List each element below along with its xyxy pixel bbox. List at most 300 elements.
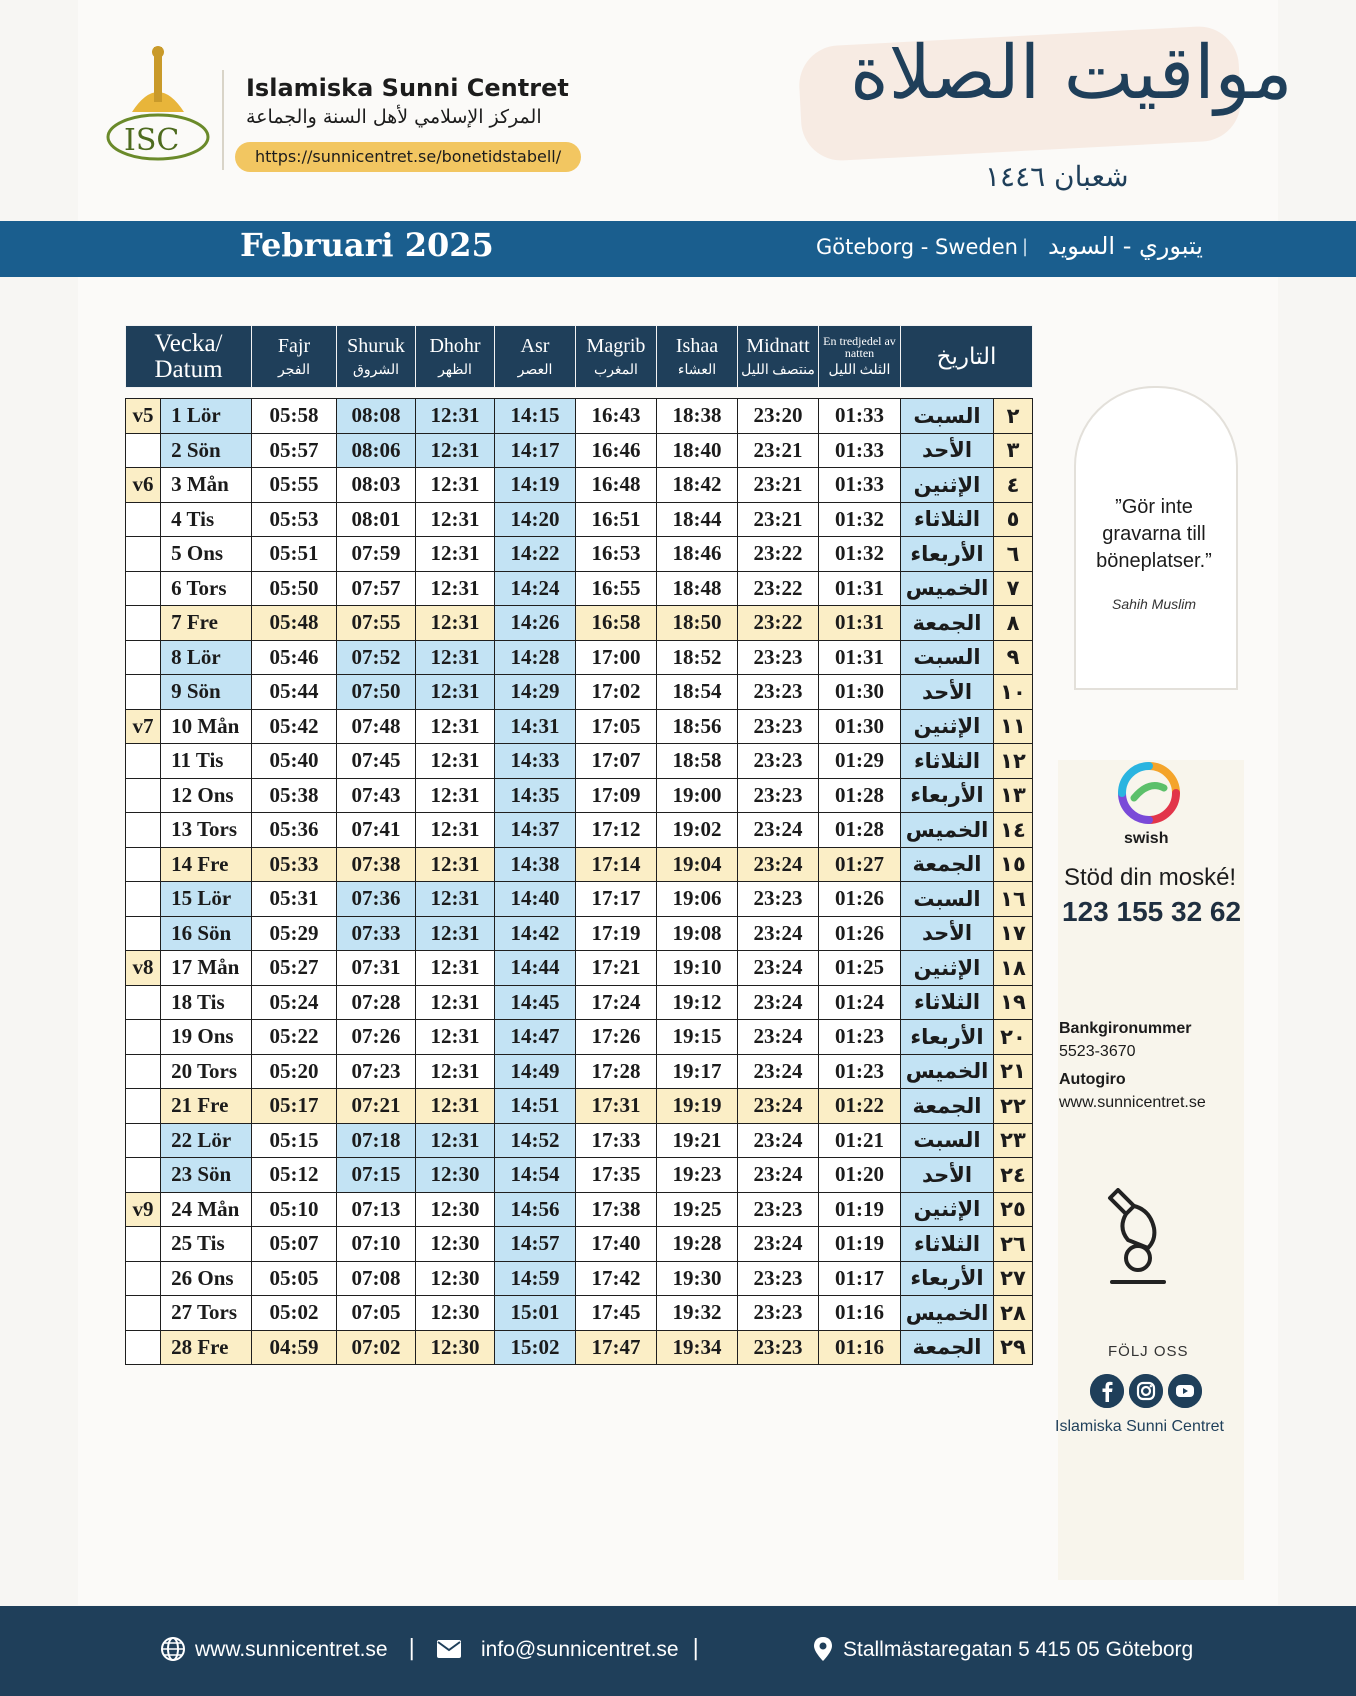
cell-day-ar: الجمعة — [901, 847, 994, 882]
cell-hijri: ٢١ — [994, 1054, 1033, 1089]
cell-asr: 15:01 — [495, 1296, 576, 1331]
cell-magrib: 16:58 — [576, 606, 657, 641]
cell-day-ar: الخميس — [901, 1054, 994, 1089]
table-row — [126, 1192, 1033, 1227]
cell-magrib: 17:09 — [576, 778, 657, 813]
cell-fajr: 05:07 — [252, 1227, 337, 1262]
location-separator: | — [1022, 236, 1029, 257]
cell-fajr: 05:36 — [252, 813, 337, 848]
cell-asr: 14:52 — [495, 1123, 576, 1158]
cell-hijri: ٢٢ — [994, 1089, 1033, 1124]
cell-shuruk: 08:08 — [337, 399, 416, 434]
cell-shuruk: 07:02 — [337, 1330, 416, 1365]
header-tarikh: التاريخ — [901, 326, 1033, 388]
cell-fajr: 05:51 — [252, 537, 337, 572]
cell-shuruk: 07:23 — [337, 1054, 416, 1089]
cell-day-ar: السبت — [901, 882, 994, 917]
cell-ishaa: 18:42 — [657, 468, 738, 503]
cell-asr: 14:56 — [495, 1192, 576, 1227]
cell-midnatt: 23:24 — [738, 813, 819, 848]
cell-fajr: 05:20 — [252, 1054, 337, 1089]
cell-tredjedel: 01:33 — [819, 399, 901, 434]
cell-fajr: 05:17 — [252, 1089, 337, 1124]
cell-day-ar: الثلاثاء — [901, 1227, 994, 1262]
cell-tredjedel: 01:26 — [819, 882, 901, 917]
cell-shuruk: 07:15 — [337, 1158, 416, 1193]
cell-shuruk: 07:45 — [337, 744, 416, 779]
cell-week: v9 — [126, 1192, 161, 1227]
table-row — [126, 537, 1033, 572]
cell-asr: 14:15 — [495, 399, 576, 434]
cell-fajr: 05:05 — [252, 1261, 337, 1296]
cell-ishaa: 18:46 — [657, 537, 738, 572]
cell-midnatt: 23:23 — [738, 744, 819, 779]
cell-hijri: ٢٣ — [994, 1123, 1033, 1158]
cell-date: 10 Mån — [161, 709, 252, 744]
cell-midnatt: 23:24 — [738, 1158, 819, 1193]
cell-date: 24 Mån — [161, 1192, 252, 1227]
cell-ishaa: 19:06 — [657, 882, 738, 917]
cell-dhohr: 12:31 — [416, 675, 495, 710]
cell-day-ar: الإثنين — [901, 468, 994, 503]
facebook-icon[interactable] — [1090, 1374, 1124, 1408]
cell-midnatt: 23:24 — [738, 1020, 819, 1055]
cell-week — [126, 1227, 161, 1262]
swish-icon — [1116, 760, 1182, 826]
cell-ishaa: 18:44 — [657, 502, 738, 537]
cell-magrib: 17:07 — [576, 744, 657, 779]
cell-shuruk: 07:05 — [337, 1296, 416, 1331]
cell-tredjedel: 01:32 — [819, 502, 901, 537]
cell-shuruk: 07:28 — [337, 985, 416, 1020]
cell-tredjedel: 01:23 — [819, 1020, 901, 1055]
cell-tredjedel: 01:21 — [819, 1123, 901, 1158]
cell-dhohr: 12:31 — [416, 502, 495, 537]
cell-midnatt: 23:22 — [738, 606, 819, 641]
cell-week — [126, 1089, 161, 1124]
cell-fajr: 05:12 — [252, 1158, 337, 1193]
cell-asr: 14:29 — [495, 675, 576, 710]
cell-midnatt: 23:24 — [738, 847, 819, 882]
cell-tredjedel: 01:20 — [819, 1158, 901, 1193]
cell-midnatt: 23:23 — [738, 882, 819, 917]
cell-day-ar: السبت — [901, 640, 994, 675]
cell-date: 20 Tors — [161, 1054, 252, 1089]
cell-hijri: ٥ — [994, 502, 1033, 537]
cell-shuruk: 07:57 — [337, 571, 416, 606]
table-row — [126, 709, 1033, 744]
hijri-month: شعبان ١٤٤٦ — [985, 160, 1129, 193]
cell-tredjedel: 01:24 — [819, 985, 901, 1020]
cell-hijri: ١٧ — [994, 916, 1033, 951]
footer-separator: | — [692, 1636, 700, 1661]
cell-midnatt: 23:24 — [738, 1054, 819, 1089]
cell-asr: 14:26 — [495, 606, 576, 641]
cell-shuruk: 07:41 — [337, 813, 416, 848]
cell-asr: 14:47 — [495, 1020, 576, 1055]
cell-tredjedel: 01:19 — [819, 1227, 901, 1262]
cell-dhohr: 12:31 — [416, 1089, 495, 1124]
cell-date: 5 Ons — [161, 537, 252, 572]
cell-ishaa: 19:28 — [657, 1227, 738, 1262]
cell-tredjedel: 01:26 — [819, 916, 901, 951]
cell-dhohr: 12:30 — [416, 1158, 495, 1193]
cell-dhohr: 12:30 — [416, 1227, 495, 1262]
cell-midnatt: 23:23 — [738, 1192, 819, 1227]
cell-ishaa: 19:25 — [657, 1192, 738, 1227]
cell-hijri: ٢٨ — [994, 1296, 1033, 1331]
cell-asr: 14:40 — [495, 882, 576, 917]
cell-hijri: ١٤ — [994, 813, 1033, 848]
cell-ishaa: 19:10 — [657, 951, 738, 986]
cell-week — [126, 1158, 161, 1193]
cell-day-ar: الخميس — [901, 813, 994, 848]
swish-label: swish — [1124, 830, 1169, 847]
cell-hijri: ٢٧ — [994, 1261, 1033, 1296]
cell-asr: 14:17 — [495, 433, 576, 468]
cell-midnatt: 23:23 — [738, 1296, 819, 1331]
location: Göteborg - Sweden — [816, 235, 1018, 259]
cell-date: 17 Mån — [161, 951, 252, 986]
table-row — [126, 813, 1033, 848]
footer-email-link[interactable]: info@sunnicentret.se — [481, 1638, 679, 1661]
table-body — [126, 399, 1033, 1365]
cell-fajr: 05:53 — [252, 502, 337, 537]
cell-fajr: 05:42 — [252, 709, 337, 744]
cell-date: 3 Mån — [161, 468, 252, 503]
cell-dhohr: 12:31 — [416, 916, 495, 951]
cell-tredjedel: 01:32 — [819, 537, 901, 572]
cell-asr: 14:49 — [495, 1054, 576, 1089]
cell-ishaa: 19:19 — [657, 1089, 738, 1124]
footer-address: Stallmästaregatan 5 415 05 Göteborg — [843, 1638, 1194, 1661]
cell-hijri: ١٩ — [994, 985, 1033, 1020]
month-title: Februari 2025 — [240, 226, 494, 264]
cell-asr: 14:35 — [495, 778, 576, 813]
cell-midnatt: 23:23 — [738, 675, 819, 710]
cell-hijri: ١٨ — [994, 951, 1033, 986]
header-tredjedel: En tredjedel av natten الثلث الليل — [819, 326, 901, 388]
quote-text: ”Gör inte gravarna till böneplatser.” — [1096, 496, 1212, 572]
cell-date: 26 Ons — [161, 1261, 252, 1296]
globe-icon — [160, 1636, 186, 1662]
cell-midnatt: 23:23 — [738, 640, 819, 675]
autogiro-link[interactable]: www.sunnicentret.se — [1059, 1094, 1206, 1111]
table-row — [126, 744, 1033, 779]
cell-fajr: 04:59 — [252, 1330, 337, 1365]
cell-hijri: ١١ — [994, 709, 1033, 744]
cell-fajr: 05:48 — [252, 606, 337, 641]
cell-tredjedel: 01:17 — [819, 1261, 901, 1296]
cell-magrib: 16:51 — [576, 502, 657, 537]
cell-fajr: 05:31 — [252, 882, 337, 917]
cell-day-ar: الأحد — [901, 675, 994, 710]
cell-tredjedel: 01:31 — [819, 640, 901, 675]
cell-tredjedel: 01:27 — [819, 847, 901, 882]
cell-midnatt: 23:23 — [738, 1330, 819, 1365]
cell-week — [126, 744, 161, 779]
cell-day-ar: الثلاثاء — [901, 985, 994, 1020]
cell-date: 25 Tis — [161, 1227, 252, 1262]
cell-hijri: ٣ — [994, 433, 1033, 468]
header-dhohr: Dhohr الظهر — [416, 326, 495, 388]
table-row — [126, 399, 1033, 434]
cell-magrib: 16:48 — [576, 468, 657, 503]
table-row — [126, 433, 1033, 468]
cell-magrib: 17:42 — [576, 1261, 657, 1296]
cell-hijri: ٢٩ — [994, 1330, 1033, 1365]
cell-week — [126, 537, 161, 572]
cell-ishaa: 19:34 — [657, 1330, 738, 1365]
cell-midnatt: 23:20 — [738, 399, 819, 434]
cell-day-ar: الأحد — [901, 433, 994, 468]
cell-week: v8 — [126, 951, 161, 986]
cell-shuruk: 07:43 — [337, 778, 416, 813]
cell-day-ar: الخميس — [901, 571, 994, 606]
cell-fajr: 05:10 — [252, 1192, 337, 1227]
cell-asr: 14:33 — [495, 744, 576, 779]
youtube-icon[interactable] — [1168, 1374, 1202, 1408]
cell-hijri: ٢ — [994, 399, 1033, 434]
cell-dhohr: 12:31 — [416, 1123, 495, 1158]
table-row — [126, 1020, 1033, 1055]
table-row — [126, 1158, 1033, 1193]
cell-midnatt: 23:21 — [738, 502, 819, 537]
cell-dhohr: 12:31 — [416, 744, 495, 779]
cell-tredjedel: 01:31 — [819, 606, 901, 641]
cell-fajr: 05:44 — [252, 675, 337, 710]
cell-date: 19 Ons — [161, 1020, 252, 1055]
cell-hijri: ٤ — [994, 468, 1033, 503]
header-vecka-datum: Vecka/ Datum — [126, 326, 252, 388]
header-midnatt: Midnatt منتصف الليل — [738, 326, 819, 388]
cell-week — [126, 778, 161, 813]
table-header-row — [126, 326, 1033, 388]
cell-magrib: 17:28 — [576, 1054, 657, 1089]
cell-week — [126, 985, 161, 1020]
cell-shuruk: 07:50 — [337, 675, 416, 710]
cell-shuruk: 07:36 — [337, 882, 416, 917]
org-name-arabic: المركز الإسلامي لأهل السنة والجماعة — [246, 106, 542, 128]
cell-asr: 14:38 — [495, 847, 576, 882]
cell-ishaa: 18:54 — [657, 675, 738, 710]
cell-day-ar: الخميس — [901, 1296, 994, 1331]
cell-dhohr: 12:30 — [416, 1296, 495, 1331]
cell-midnatt: 23:23 — [738, 778, 819, 813]
cell-date: 13 Tors — [161, 813, 252, 848]
cell-ishaa: 19:12 — [657, 985, 738, 1020]
table-row — [126, 916, 1033, 951]
cell-magrib: 17:19 — [576, 916, 657, 951]
cell-hijri: ٩ — [994, 640, 1033, 675]
cell-magrib: 16:46 — [576, 433, 657, 468]
cell-midnatt: 23:24 — [738, 985, 819, 1020]
cell-fajr: 05:46 — [252, 640, 337, 675]
cell-ishaa: 19:30 — [657, 1261, 738, 1296]
cell-magrib: 17:35 — [576, 1158, 657, 1193]
cell-asr: 14:54 — [495, 1158, 576, 1193]
cell-tredjedel: 01:28 — [819, 778, 901, 813]
cell-date: 27 Tors — [161, 1296, 252, 1331]
cell-ishaa: 18:58 — [657, 744, 738, 779]
cell-hijri: ١٢ — [994, 744, 1033, 779]
header-magrib: Magrib المغرب — [576, 326, 657, 388]
follow-us-label: FÖLJ OSS — [1108, 1343, 1189, 1360]
cell-ishaa: 18:40 — [657, 433, 738, 468]
cell-dhohr: 12:31 — [416, 985, 495, 1020]
cell-dhohr: 12:31 — [416, 571, 495, 606]
cell-magrib: 17:14 — [576, 847, 657, 882]
cell-fajr: 05:24 — [252, 985, 337, 1020]
cell-midnatt: 23:23 — [738, 1261, 819, 1296]
cell-tredjedel: 01:22 — [819, 1089, 901, 1124]
cell-hijri: ١٠ — [994, 675, 1033, 710]
cell-date: 22 Lör — [161, 1123, 252, 1158]
cell-ishaa: 19:02 — [657, 813, 738, 848]
cell-dhohr: 12:31 — [416, 399, 495, 434]
cell-dhohr: 12:31 — [416, 606, 495, 641]
cell-week — [126, 916, 161, 951]
cell-day-ar: الإثنين — [901, 1192, 994, 1227]
cell-tredjedel: 01:25 — [819, 951, 901, 986]
cell-asr: 14:57 — [495, 1227, 576, 1262]
cell-asr: 14:42 — [495, 916, 576, 951]
cell-asr: 15:02 — [495, 1330, 576, 1365]
table-row — [126, 468, 1033, 503]
cell-magrib: 17:00 — [576, 640, 657, 675]
cell-magrib: 17:17 — [576, 882, 657, 917]
cell-magrib: 17:47 — [576, 1330, 657, 1365]
cell-ishaa: 18:50 — [657, 606, 738, 641]
cell-shuruk: 07:33 — [337, 916, 416, 951]
cell-fajr: 05:33 — [252, 847, 337, 882]
cell-ishaa: 18:38 — [657, 399, 738, 434]
cell-midnatt: 23:24 — [738, 1089, 819, 1124]
table-row — [126, 1296, 1033, 1331]
instagram-icon[interactable] — [1129, 1374, 1163, 1408]
cell-shuruk: 07:59 — [337, 537, 416, 572]
cell-hijri: ٧ — [994, 571, 1033, 606]
cell-hijri: ٦ — [994, 537, 1033, 572]
logo-text: ISC — [124, 123, 180, 158]
quote-source: Sahih Muslim — [1111, 596, 1197, 612]
table-row — [126, 778, 1033, 813]
cell-date: 15 Lör — [161, 882, 252, 917]
cell-fajr: 05:27 — [252, 951, 337, 986]
cell-week — [126, 675, 161, 710]
cell-date: 1 Lör — [161, 399, 252, 434]
cell-midnatt: 23:22 — [738, 571, 819, 606]
cell-dhohr: 12:30 — [416, 1261, 495, 1296]
cell-day-ar: الجمعة — [901, 1089, 994, 1124]
header-divider — [222, 70, 224, 170]
cell-fajr: 05:40 — [252, 744, 337, 779]
cell-magrib: 17:21 — [576, 951, 657, 986]
cell-dhohr: 12:30 — [416, 1330, 495, 1365]
table-row — [126, 1330, 1033, 1365]
cell-date: 21 Fre — [161, 1089, 252, 1124]
cell-magrib: 17:31 — [576, 1089, 657, 1124]
cell-day-ar: الجمعة — [901, 606, 994, 641]
table-row — [126, 1089, 1033, 1124]
cell-tredjedel: 01:23 — [819, 1054, 901, 1089]
cell-date: 6 Tors — [161, 571, 252, 606]
cell-midnatt: 23:24 — [738, 1227, 819, 1262]
cell-magrib: 16:53 — [576, 537, 657, 572]
cell-week — [126, 606, 161, 641]
table-row — [126, 882, 1033, 917]
cell-fajr: 05:50 — [252, 571, 337, 606]
cell-asr: 14:22 — [495, 537, 576, 572]
footer-website-link[interactable]: www.sunnicentret.se — [195, 1638, 388, 1661]
cell-day-ar: الأربعاء — [901, 1020, 994, 1055]
cell-dhohr: 12:31 — [416, 709, 495, 744]
table-row — [126, 1227, 1033, 1262]
header-fajr: Fajr الفجر — [252, 326, 337, 388]
cell-tredjedel: 01:31 — [819, 571, 901, 606]
donation-hand-icon — [1098, 1188, 1170, 1284]
cell-shuruk: 08:01 — [337, 502, 416, 537]
cell-ishaa: 19:17 — [657, 1054, 738, 1089]
cell-date: 16 Sön — [161, 916, 252, 951]
cell-hijri: ٨ — [994, 606, 1033, 641]
cell-tredjedel: 01:19 — [819, 1192, 901, 1227]
table-row — [126, 502, 1033, 537]
cell-magrib: 17:38 — [576, 1192, 657, 1227]
table-row — [126, 951, 1033, 986]
cell-date: 18 Tis — [161, 985, 252, 1020]
cell-tredjedel: 01:33 — [819, 433, 901, 468]
table-row — [126, 1054, 1033, 1089]
cell-hijri: ١٦ — [994, 882, 1033, 917]
cell-midnatt: 23:24 — [738, 951, 819, 986]
location-arabic: يتبوري - السويد — [1048, 232, 1203, 260]
cell-dhohr: 12:31 — [416, 951, 495, 986]
cell-ishaa: 19:15 — [657, 1020, 738, 1055]
cell-fajr: 05:02 — [252, 1296, 337, 1331]
cell-asr: 14:44 — [495, 951, 576, 986]
timetable-url-link[interactable]: https://sunnicentret.se/bonetidstabell/ — [235, 142, 581, 172]
cell-shuruk: 07:18 — [337, 1123, 416, 1158]
cell-hijri: ١٣ — [994, 778, 1033, 813]
table-row — [126, 606, 1033, 641]
cell-hijri: ٢٤ — [994, 1158, 1033, 1193]
cell-week — [126, 433, 161, 468]
cell-date: 9 Sön — [161, 675, 252, 710]
table-row — [126, 847, 1033, 882]
cell-day-ar: الأربعاء — [901, 778, 994, 813]
cell-shuruk: 07:52 — [337, 640, 416, 675]
cell-day-ar: السبت — [901, 399, 994, 434]
cell-asr: 14:19 — [495, 468, 576, 503]
table-row — [126, 1123, 1033, 1158]
cell-tredjedel: 01:29 — [819, 744, 901, 779]
cell-ishaa: 19:04 — [657, 847, 738, 882]
cell-date: 23 Sön — [161, 1158, 252, 1193]
cell-magrib: 17:33 — [576, 1123, 657, 1158]
cell-week — [126, 1296, 161, 1331]
cell-magrib: 17:26 — [576, 1020, 657, 1055]
cell-hijri: ٢٦ — [994, 1227, 1033, 1262]
cell-week — [126, 1330, 161, 1365]
cell-dhohr: 12:31 — [416, 433, 495, 468]
cell-date: 8 Lör — [161, 640, 252, 675]
cell-week — [126, 1020, 161, 1055]
cell-week — [126, 571, 161, 606]
table-row — [126, 675, 1033, 710]
cell-day-ar: الأربعاء — [901, 537, 994, 572]
bankgiro-number: 5523-3670 — [1059, 1043, 1136, 1060]
